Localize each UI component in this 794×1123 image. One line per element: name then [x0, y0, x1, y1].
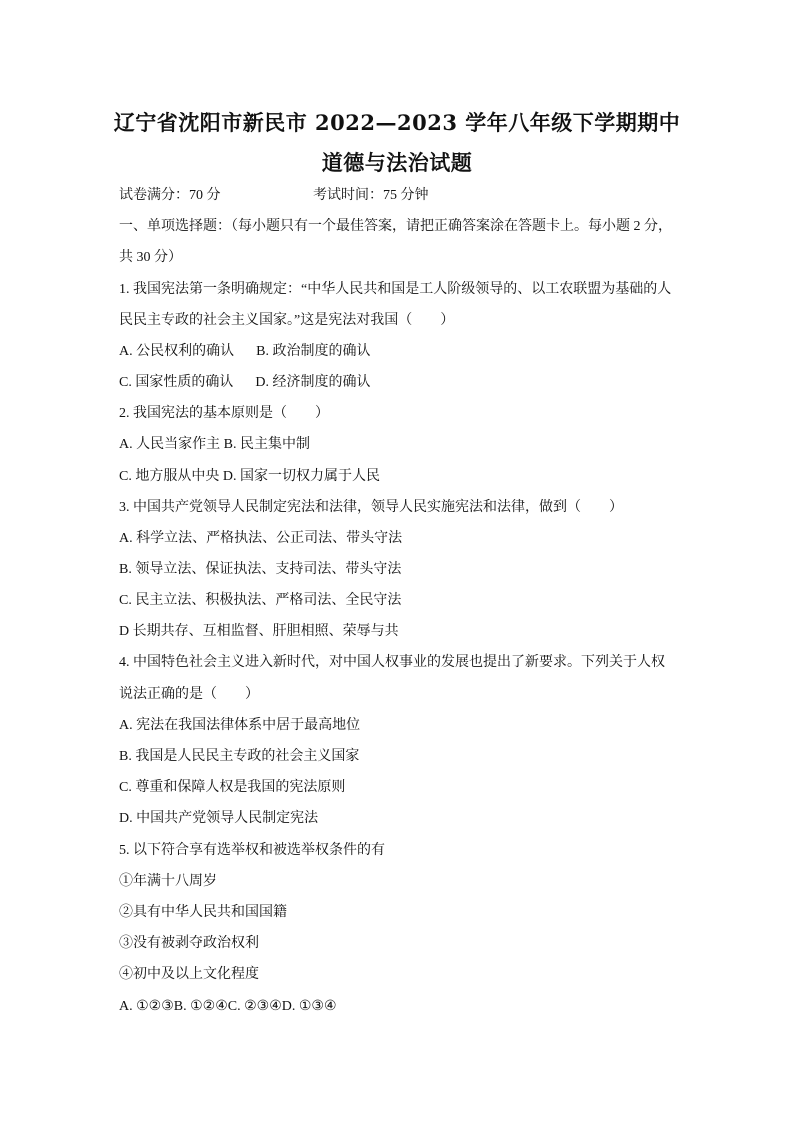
q1-options-cd	[119, 374, 370, 392]
q5-stem: 5. 以下符合享有选举权和被选举权条件的有	[119, 843, 385, 858]
q4-option-d: D. 中国共产党领导人民制定宪法	[119, 811, 319, 826]
q3-option-c: C. 民主立法、积极执法、严格司法、全民守法	[119, 593, 402, 608]
q3-stem: 3. 中国共产党领导人民制定宪法和法律，领导人民实施宪法和法律，做到（ ）	[119, 500, 623, 515]
section-heading-line2: 共 30 分）	[119, 250, 182, 265]
q1-option-c: C. 国家性质的确认	[119, 375, 234, 390]
q5-item-2: ②具有中华人民共和国国籍	[119, 905, 287, 920]
q2-stem: 2. 我国宪法的基本原则是（ ）	[119, 406, 329, 421]
q5-item-3: ③没有被剥夺政治权利	[119, 936, 259, 951]
q5-item-4: ④初中及以上文化程度	[119, 967, 259, 982]
q1-option-d: D. 经济制度的确认	[255, 375, 371, 390]
q1-stem-line2: 民民主专政的社会主义国家。”这是宪法对我国（ ）	[119, 313, 455, 328]
time-info: 考试时间：75 分钟	[313, 188, 429, 203]
q3-option-d: D 长期共存、互相监督、肝胆相照、荣辱与共	[119, 624, 399, 639]
exam-title-line1: 辽宁省沈阳市新民市 2022—2023 学年八年级下学期期中	[113, 110, 681, 135]
q1-options-ab	[119, 343, 370, 361]
q1-stem-line1: 1. 我国宪法第一条明确规定：“中华人民共和国是工人阶级领导的、以工农联盟为基础的人	[119, 282, 672, 297]
q2-options-cd: C. 地方服从中央 D. 国家一切权力属于人民	[119, 469, 380, 484]
q4-stem-line2: 说法正确的是（ ）	[119, 687, 259, 702]
q5-options: A. ①②③B. ①②④C. ②③④D. ①③④	[119, 999, 337, 1014]
q4-option-b: B. 我国是人民民主专政的社会主义国家	[119, 749, 360, 764]
q4-stem-line1: 4. 中国特色社会主义进入新时代，对中国人权事业的发展也提出了新要求。下列关于人权	[119, 655, 665, 670]
score-info: 试卷满分：70 分	[119, 188, 221, 203]
exam-title-line2: 道德与法治试题	[321, 150, 473, 175]
q1-option-a: A. 公民权利的确认	[119, 344, 235, 359]
q5-item-1: ①年满十八周岁	[119, 874, 217, 889]
q3-option-a: A. 科学立法、严格执法、公正司法、带头守法	[119, 531, 403, 546]
q3-option-b: B. 领导立法、保证执法、支持司法、带头守法	[119, 562, 402, 577]
q1-option-b: B. 政治制度的确认	[256, 344, 371, 359]
q4-option-c: C. 尊重和保障人权是我国的宪法原则	[119, 780, 346, 795]
section-heading-line1: 一、单项选择题：（每小题只有一个最佳答案，请把正确答案涂在答题卡上。每小题 2 分，	[119, 219, 672, 234]
q2-options-ab: A. 人民当家作主 B. 民主集中制	[119, 437, 310, 452]
q4-option-a: A. 宪法在我国法律体系中居于最高地位	[119, 718, 361, 733]
